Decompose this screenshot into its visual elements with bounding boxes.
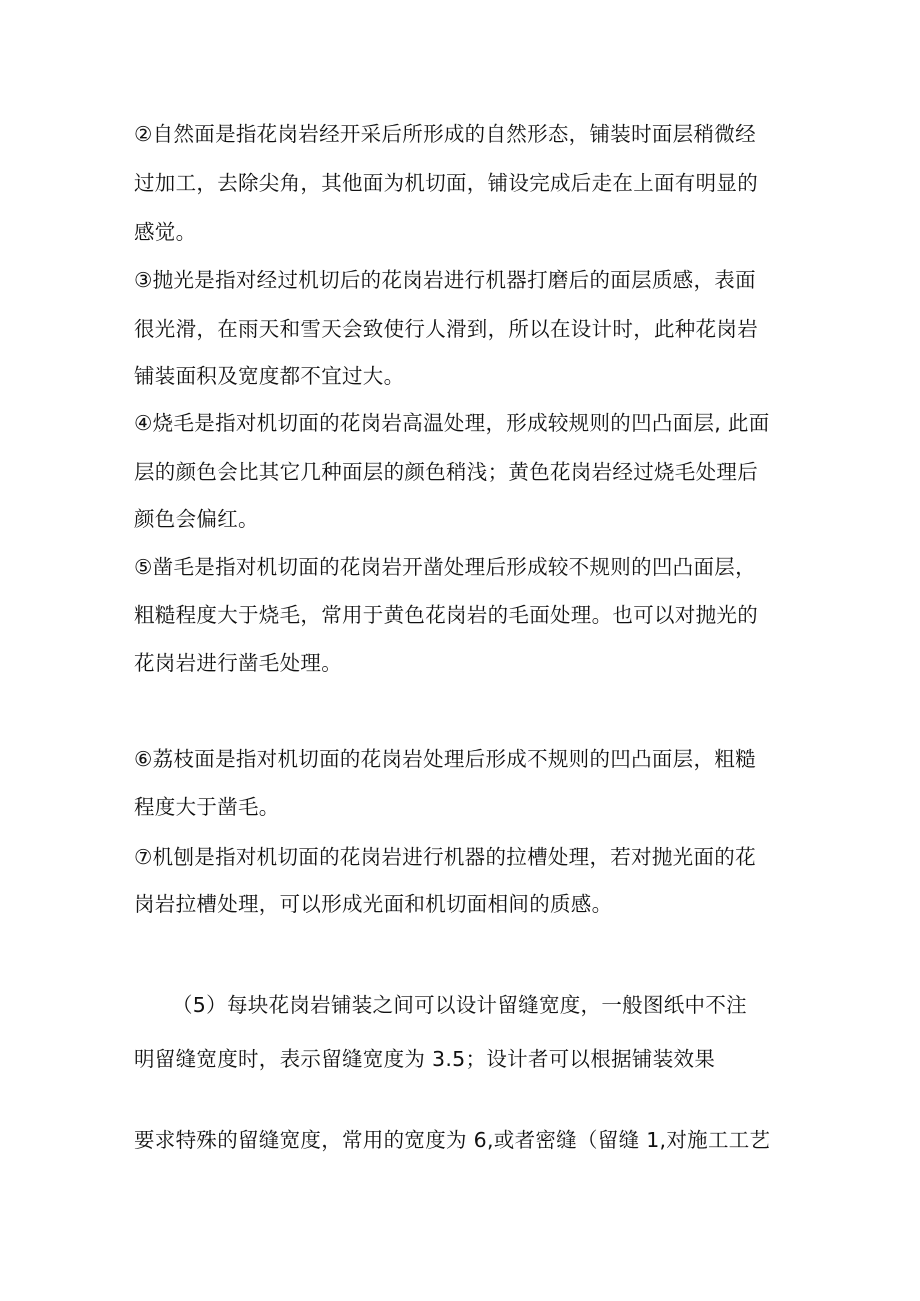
paragraph-natural-surface-line-3: 感觉。 [134, 220, 197, 244]
paragraph-polished-line-2: 很光滑，在雨天和雪天会致使行人滑到，所以在设计时，此种花岗岩 [134, 317, 758, 341]
paragraph-flamed-line-2: 层的颜色会比其它几种面层的颜色稍浅；黄色花岗岩经过烧毛处理后 [134, 460, 758, 484]
paragraph-joint-width-line-2: 明留缝宽度时，表示留缝宽度为 3.5；设计者可以根据铺装效果 [134, 1047, 716, 1071]
paragraph-polished-line-3: 铺装面积及宽度都不宜过大。 [134, 364, 405, 388]
paragraph-chiseled-line-2: 粗糙程度大于烧毛，常用于黄色花岗岩的毛面处理。也可以对抛光的 [134, 603, 758, 627]
paragraph-litchi-line-1: ⑥荔枝面是指对机切面的花岗岩处理后形成不规则的凹凸面层，粗糙 [134, 747, 756, 771]
paragraph-chiseled-line-3: 花岗岩进行凿毛处理。 [134, 651, 342, 675]
paragraph-planed-line-1: ⑦机刨是指对机切面的花岗岩进行机器的拉槽处理，若对抛光面的花 [134, 845, 756, 869]
paragraph-natural-surface-line-2: 过加工，去除尖角，其他面为机切面，铺设完成后走在上面有明显的 [134, 171, 758, 195]
paragraph-planed-line-2: 岗岩拉槽处理，可以形成光面和机切面相间的质感。 [134, 892, 613, 916]
paragraph-polished-line-1: ③抛光是指对经过机切后的花岗岩进行机器打磨后的面层质感，表面 [134, 268, 756, 292]
paragraph-natural-surface-line-1: ②自然面是指花岗岩经开采后所形成的自然形态，铺装时面层稍微经 [134, 122, 756, 146]
paragraph-joint-width-line-3: 要求特殊的留缝宽度，常用的宽度为 6,或者密缝（留缝 1,对施工工艺 [134, 1128, 771, 1152]
paragraph-flamed-line-1: ④烧毛是指对机切面的花岗岩高温处理，形成较规则的凹凸面层, 此面 [134, 411, 770, 435]
paragraph-joint-width-line-1: （5）每块花岗岩铺装之间可以设计留缝宽度，一般图纸中不注 [172, 993, 747, 1017]
paragraph-chiseled-line-1: ⑤凿毛是指对机切面的花岗岩开凿处理后形成较不规则的凹凸面层， [134, 555, 756, 579]
paragraph-litchi-line-2: 程度大于凿毛。 [134, 795, 280, 819]
paragraph-flamed-line-3: 颜色会偏红。 [134, 507, 259, 531]
